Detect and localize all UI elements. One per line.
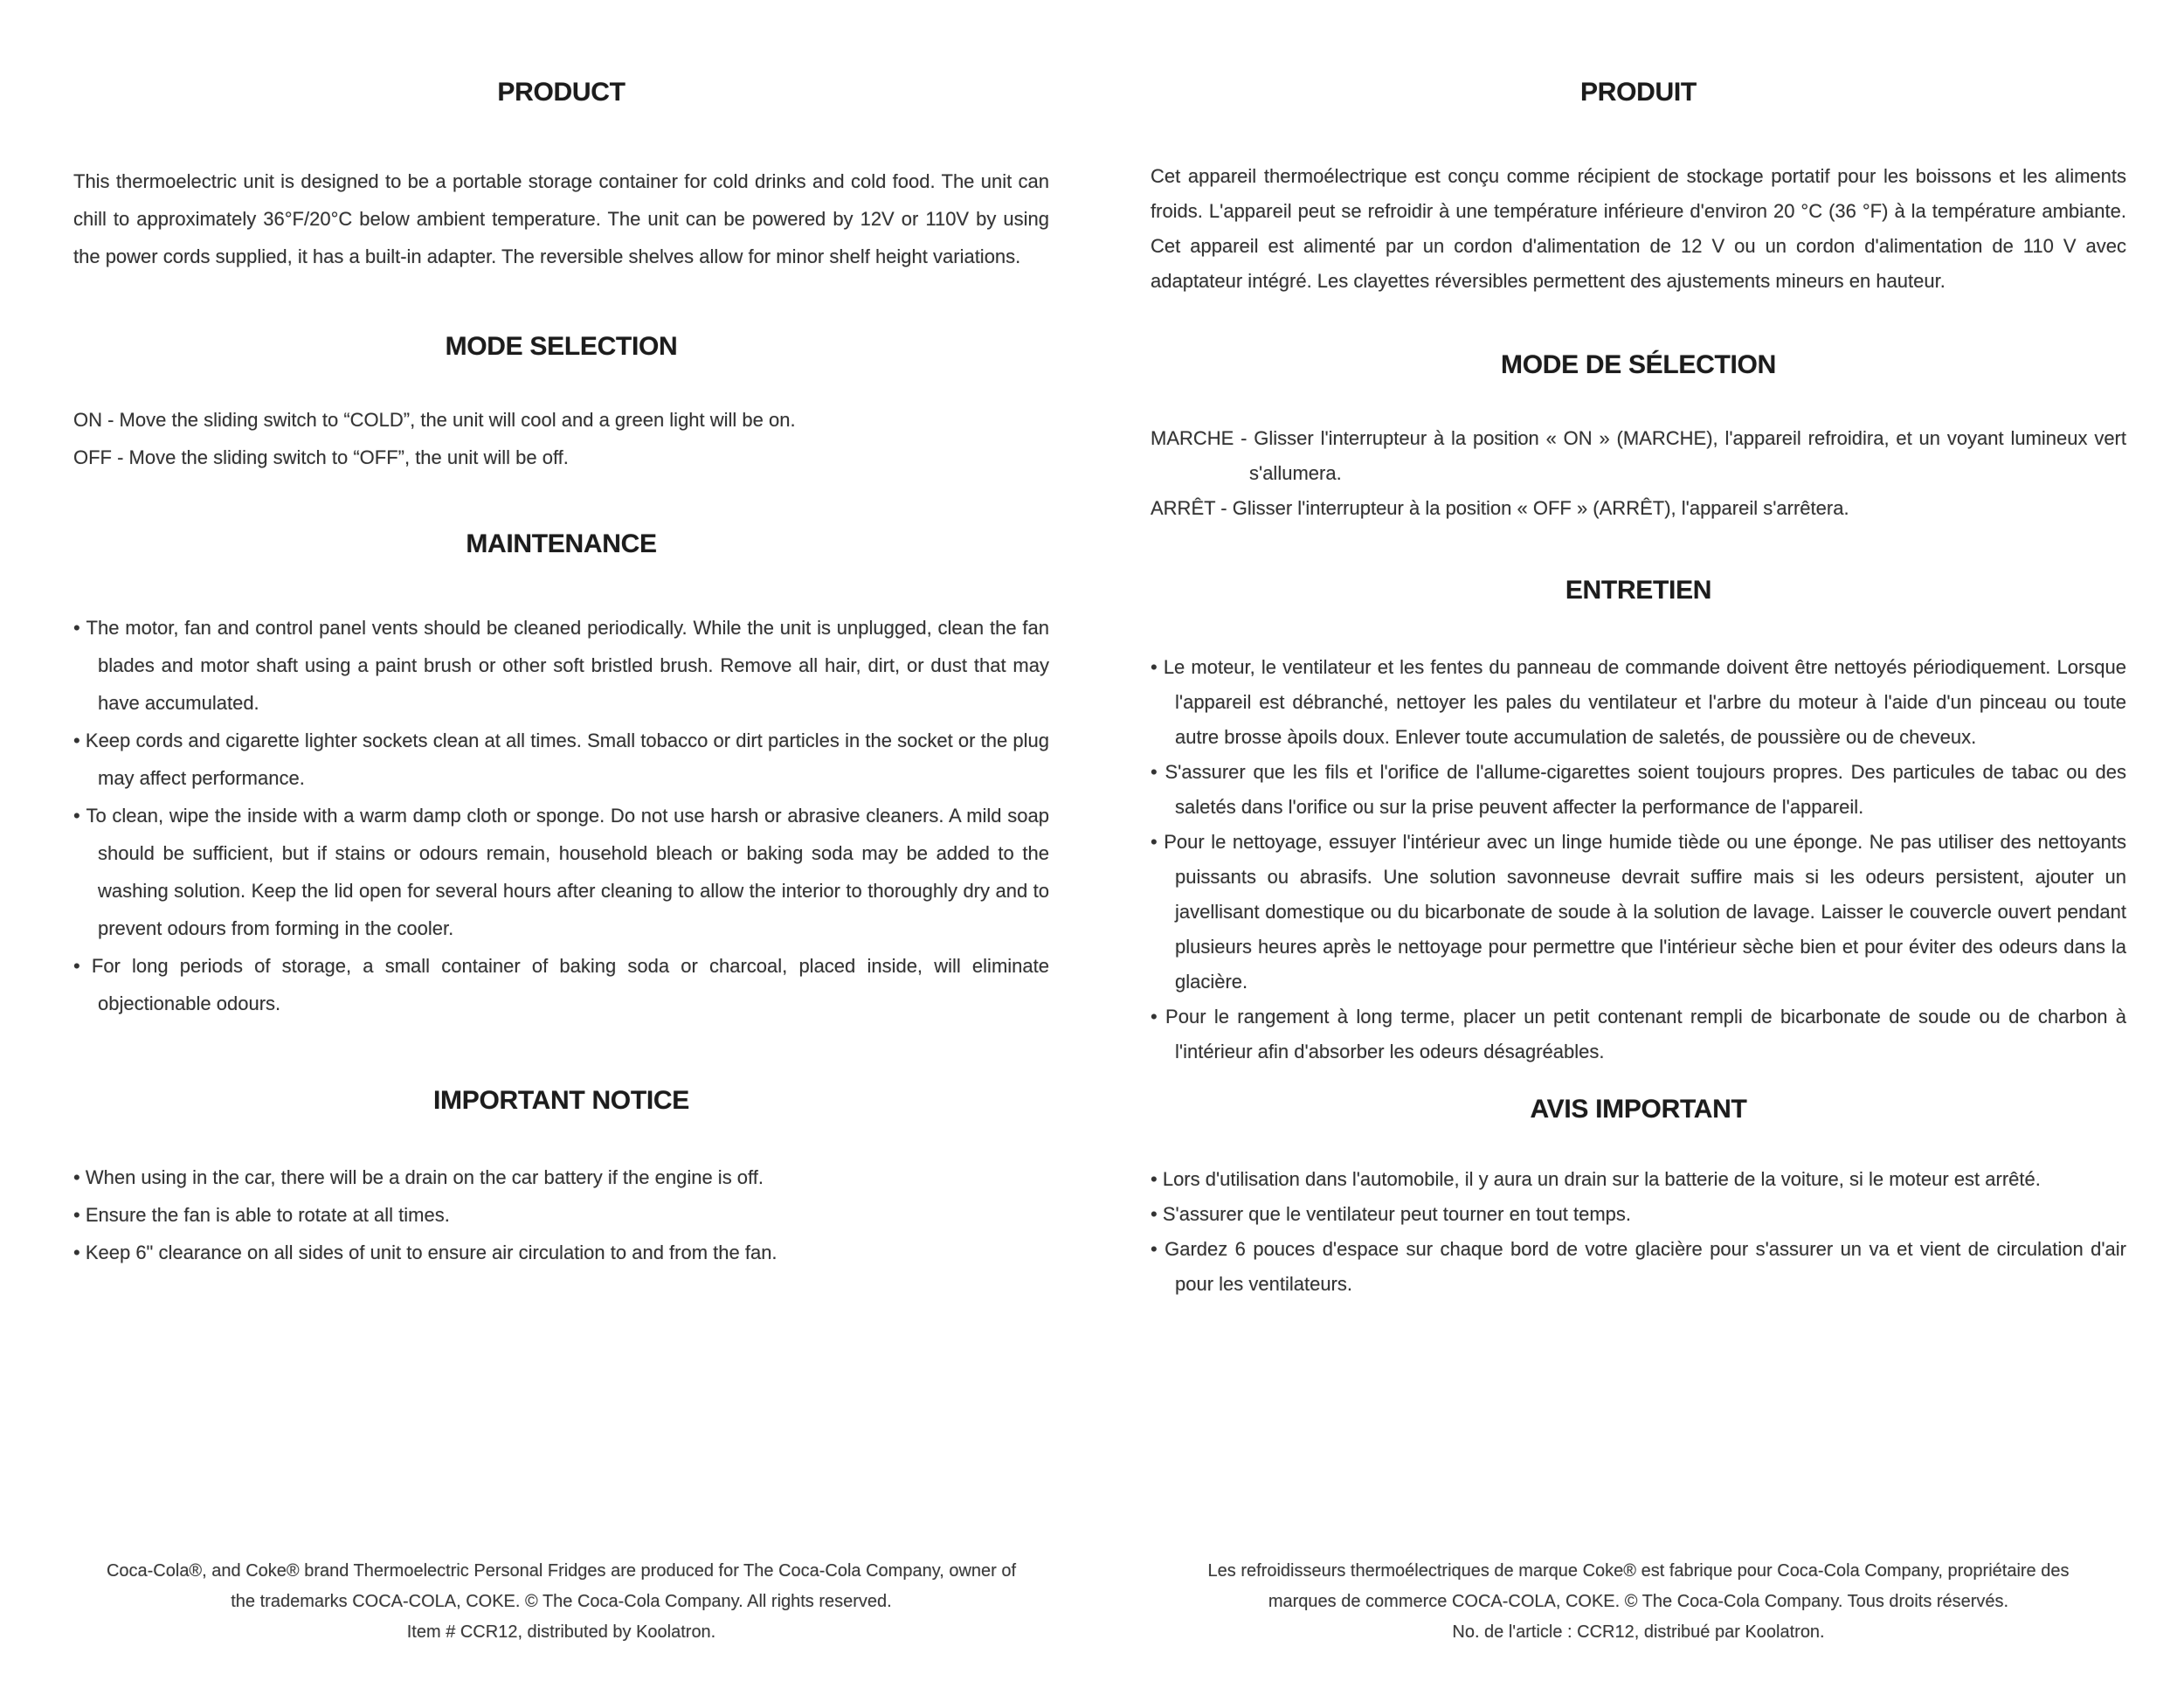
footer-line: Coca-Cola®, and Coke® brand Thermoelectric Personal Fridges are produced for The Coca-Cola Company, owner of	[106, 1561, 1017, 1581]
notice-item: • When using in the car, there will be a drain on the car battery if the engine is off.	[73, 1159, 1049, 1196]
mode-off-line: OFF - Move the sliding switch to “OFF”, the unit will be off.	[73, 446, 569, 468]
heading-avis-important: AVIS IMPORTANT	[1530, 1095, 1747, 1124]
avis-item: • Lors d'utilisation dans l'automobile, il y aura un drain sur la batterie de la voiture, si le moteur est arrêté.	[1151, 1162, 2126, 1197]
french-column	[1151, 0, 2126, 1688]
footer-line: marques de commerce COCA-COLA, COKE. © The Coca-Cola Company. Tous droits réservés.	[1268, 1592, 2009, 1611]
maintenance-item: • To clean, wipe the inside with a warm damp cloth or sponge. Do not use harsh or abrasive cleaners. A mild soap should be sufficient, but if stains or odours remain, household bleach or baking soda may be added to the washing solution. Keep the lid open for several hours after cleaning to allow the interior to thoroughly dry and to prevent odours from forming in the cooler.	[73, 797, 1049, 947]
maintenance-item: • The motor, fan and control panel vents should be cleaned periodically. While the unit is unplugged, clean the fan blades and motor shaft using a paint brush or other soft bristled brush. Remove all hair, dirt, or dust that may have accumulated.	[73, 609, 1049, 722]
heading-maintenance: MAINTENANCE	[466, 529, 657, 558]
mode-de-selection-list	[1151, 421, 2126, 526]
product-paragraph: This thermoelectric unit is designed to be a portable storage container for cold drinks and cold food. The unit can chill to approximately 36°F/20°C below ambient temperature. The unit can be powered by 12V or 110V by using the power cords supplied, it has a built-in adapter. The reversible shelves allow for minor shelf height variations.	[73, 170, 1049, 267]
notice-item: • Ensure the fan is able to rotate at all times.	[73, 1196, 1049, 1234]
notice-item: • Keep 6" clearance on all sides of unit to ensure air circulation to and from the fan.	[73, 1234, 1049, 1271]
footer-line: the trademarks COCA-COLA, COKE. © The Coca-Cola Company. All rights reserved.	[231, 1592, 892, 1611]
heading-mode-de-selection: MODE DE SÉLECTION	[1501, 350, 1776, 379]
footer-line: Item # CCR12, distributed by Koolatron.	[406, 1622, 716, 1642]
entretien-item: • Pour le nettoyage, essuyer l'intérieur avec un linge humide tiède ou une éponge. Ne pas utiliser des nettoyants puissants ou abrasifs. Une solution savonneuse devrait suffire mais si les odeurs persistent, ajouter un javellisant domestique ou du bicarbonate de soude à la solution de lavage. Laisser le couvercle ouvert pendant plusieurs heures après le nettoyage pour permettre que l'intérieur sèche bien et pour éviter des odeurs dans la glacière.	[1151, 825, 2126, 1000]
important-notice-list	[73, 1159, 1049, 1271]
english-column	[73, 0, 1049, 1688]
heading-product: PRODUCT	[497, 78, 625, 107]
footer-line: Les refroidisseurs thermoélectriques de marque Coke® est fabrique pour Coca-Cola Company, propriétaire des	[1207, 1561, 2070, 1581]
french-legal-footer	[1151, 1556, 2126, 1648]
english-legal-footer	[73, 1556, 1049, 1648]
maintenance-item: • Keep cords and cigarette lighter sockets clean at all times. Small tobacco or dirt particles in the socket or the plug may affect performance.	[73, 722, 1049, 797]
heading-important-notice: IMPORTANT NOTICE	[433, 1086, 689, 1115]
entretien-list	[1151, 650, 2126, 1069]
entretien-item: • Le moteur, le ventilateur et les fentes du panneau de commande doivent être nettoyés périodiquement. Lorsque l'appareil est débranché, nettoyer les pales du ventilateur et l'arbre du moteur à l'aide d'un pinceau ou toute autre brosse àpoils doux. Enlever toute accumulation de saletés, de poussière ou de cheveux.	[1151, 650, 2126, 755]
heading-produit: PRODUIT	[1580, 78, 1697, 107]
entretien-item: • Pour le rangement à long terme, placer un petit contenant rempli de bicarbonate de soude ou de charbon à l'intérieur afin d'absorber les odeurs désagréables.	[1151, 1000, 2126, 1069]
maintenance-item: • For long periods of storage, a small container of baking soda or charcoal, placed inside, will eliminate objectionable odours.	[73, 947, 1049, 1022]
avis-item: • S'assurer que le ventilateur peut tourner en tout temps.	[1151, 1197, 2126, 1232]
avis-important-list	[1151, 1162, 2126, 1302]
mode-marche-line: MARCHE - Glisser l'interrupteur à la position « ON » (MARCHE), l'appareil refroidira, et un voyant lumineux vert s'allumera.	[1151, 427, 2126, 484]
mode-arret-line: ARRÊT - Glisser l'interrupteur à la position « OFF » (ARRÊT), l'appareil s'arrêtera.	[1151, 497, 1849, 519]
footer-line: No. de l'article : CCR12, distribué par Koolatron.	[1452, 1622, 1825, 1642]
mode-on-line: ON - Move the sliding switch to “COLD”, the unit will cool and a green light will be on.	[73, 409, 796, 431]
avis-item: • Gardez 6 pouces d'espace sur chaque bord de votre glacière pour s'assurer un va et vient de circulation d'air pour les ventilateurs.	[1151, 1232, 2126, 1302]
heading-mode-selection: MODE SELECTION	[445, 332, 678, 361]
mode-selection-list	[73, 401, 1049, 476]
heading-entretien: ENTRETIEN	[1565, 576, 1712, 605]
produit-paragraph: Cet appareil thermoélectrique est conçu comme récipient de stockage portatif pour les boissons et les aliments froids. L'appareil peut se refroidir à une température inférieure d'environ 20 °C (36 °F) à la température ambiante. Cet appareil est alimenté par un cordon d'alimentation de 12 V ou un cordon d'alimentation de 110 V avec adaptateur intégré. Les clayettes réversibles permettent des ajustements mineurs en hauteur.	[1151, 165, 2126, 292]
entretien-item: • S'assurer que les fils et l'orifice de l'allume-cigarettes soient toujours propres. Des particules de tabac ou des saletés dans l'orifice ou sur la prise peuvent affecter la performance de l'appareil.	[1151, 755, 2126, 825]
maintenance-list	[73, 609, 1049, 1022]
